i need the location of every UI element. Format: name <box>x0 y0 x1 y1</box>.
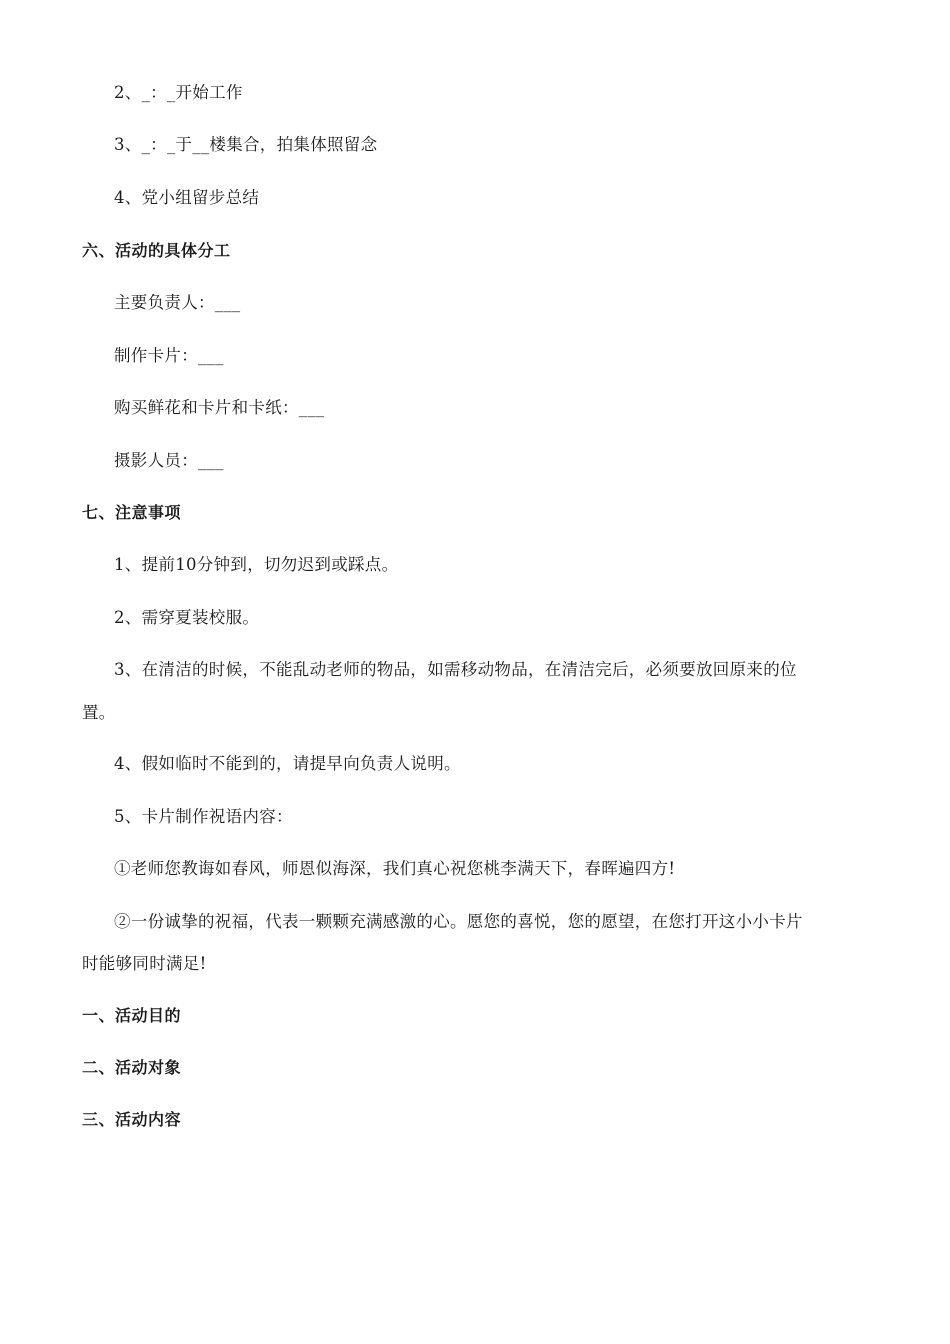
note-line-1: 1、提前10分钟到，切勿迟到或踩点。 <box>114 555 399 574</box>
note-line-4: 4、假如临时不能到的，请提早向负责人说明。 <box>114 754 461 773</box>
greeting-line-2-continued: 时能够同时满足! <box>82 954 207 973</box>
greeting-line-2: ②一份诚挚的祝福，代表一颗颗充满感激的心。愿您的喜悦，您的愿望，在您打开这小小卡片 <box>114 912 803 931</box>
step-line-3: 3、_：_于__楼集合，拍集体照留念 <box>114 135 378 154</box>
role-line-lead: 主要负责人：___ <box>114 293 241 312</box>
greeting-line-1: ①老师您教诲如春风，师恩似海深，我们真心祝您桃李满天下，春晖遍四方! <box>114 859 676 878</box>
role-line-purchasing: 购买鲜花和卡片和卡纸：___ <box>114 398 325 417</box>
role-line-cards: 制作卡片：___ <box>114 346 224 365</box>
role-line-photographer: 摄影人员：___ <box>114 451 224 470</box>
note-line-5: 5、卡片制作祝语内容： <box>114 807 293 826</box>
step-line-4: 4、党小组留步总结 <box>114 188 260 207</box>
note-line-3-continued: 置。 <box>82 703 116 722</box>
section-heading-notes: 七、注意事项 <box>82 503 182 522</box>
step-line-2: 2、_：_开始工作 <box>114 83 243 102</box>
section-heading-audience: 二、活动对象 <box>82 1058 182 1077</box>
note-line-3: 3、在清洁的时候，不能乱动老师的物品，如需移动物品，在清洁完后，必须要放回原来的位 <box>114 660 797 679</box>
section-heading-division-of-work: 六、活动的具体分工 <box>82 241 231 260</box>
note-line-2: 2、需穿夏装校服。 <box>114 608 260 627</box>
section-heading-content: 三、活动内容 <box>82 1110 182 1129</box>
section-heading-purpose: 一、活动目的 <box>82 1006 182 1025</box>
